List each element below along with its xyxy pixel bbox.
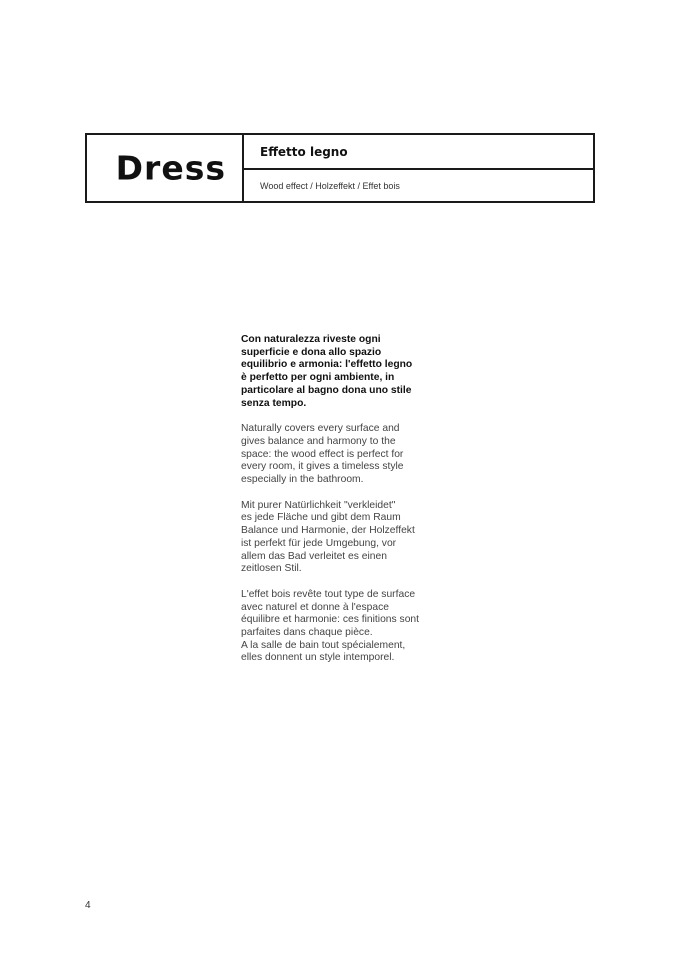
- header-box: [85, 133, 595, 203]
- french-paragraph: L'effet bois revête tout type de surface avec naturel et donne à l'espace équilibre et harmonie: ces finitions sont parfaites dans chaque pièce. A la salle de bain tout spécialement, elles donnent un style intemporel.: [241, 588, 420, 664]
- title-cell: [87, 135, 244, 201]
- description-block: [241, 334, 441, 678]
- english-paragraph: Naturally covers every surface and gives balance and harmony to the space: the wood effect is perfect for every room, it gives a timeless style especially in the bathroom.: [241, 423, 404, 486]
- subtitle-row: [244, 135, 593, 170]
- subtitle: Effetto legno: [260, 144, 348, 159]
- page-title: Dress: [115, 148, 226, 188]
- translations: Wood effect / Holzeffekt / Effet bois: [260, 180, 400, 191]
- page-number: 4: [85, 900, 91, 911]
- italian-paragraph: Con naturalezza riveste ogni superficie e dona allo spazio equilibrio e armonia: l'effetto legno è perfetto per ogni ambiente, in particolare al bagno dona uno stile senza tempo.: [241, 334, 413, 409]
- header-right: [244, 135, 593, 201]
- translations-row: [244, 170, 593, 201]
- german-paragraph: Mit purer Natürlichkeit "verkleidet" es jede Fläche und gibt dem Raum Balance und Harmonie, der Holzeffekt ist perfekt für jede Umgebung, vor allem das Bad verleitet es einen zeitlosen Stil.: [241, 499, 415, 575]
